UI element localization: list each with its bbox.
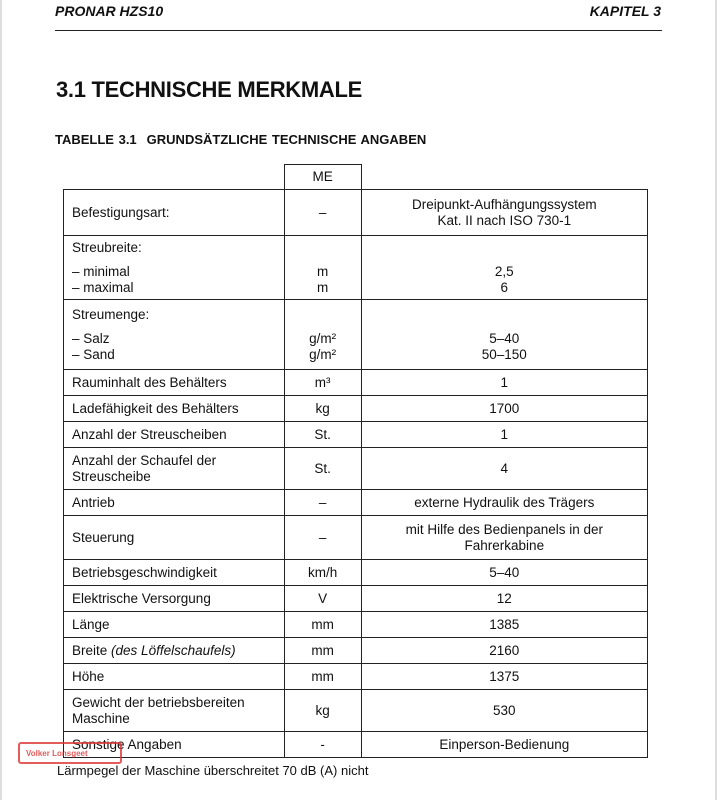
row-unit: St. — [284, 422, 361, 448]
value-line: 5–40 — [489, 330, 520, 346]
label-text: Maschine — [72, 710, 130, 726]
row-label: Ladefähigkeit des Behälters — [64, 396, 285, 422]
label-text: Streuscheibe — [72, 468, 151, 484]
row-label: Anzahl der Streuscheiben — [64, 422, 285, 448]
row-unit: – — [284, 490, 361, 516]
row-unit: kg — [284, 396, 361, 422]
row-label — [64, 236, 285, 300]
value-line: 50–150 — [481, 346, 527, 362]
row-unit: V — [284, 586, 361, 612]
row-value: externe Hydraulik des Trägers — [361, 490, 647, 516]
row-unit: mm — [284, 612, 361, 638]
header-empty-cell — [361, 165, 647, 190]
row-label — [64, 300, 285, 370]
table-row — [64, 612, 648, 638]
value-line: 6 — [500, 279, 509, 295]
row-label — [64, 690, 285, 732]
row-label — [64, 190, 285, 236]
row-unit: m³ — [284, 370, 361, 396]
table-row — [64, 664, 648, 690]
row-label: Rauminhalt des Behälters — [64, 370, 285, 396]
row-label: Steuerung — [64, 516, 285, 560]
unit-text: g/m² — [309, 346, 337, 362]
row-value: 1 — [361, 370, 647, 396]
label-text: Anzahl der Schaufel der — [72, 452, 217, 468]
table-caption: GRUNDSÄTZLICHE TECHNISCHE ANGABEN — [146, 132, 427, 147]
label-text: Gewicht der betriebsbereiten — [72, 694, 245, 710]
unit-header: ME — [284, 165, 361, 190]
label-text: – minimal — [72, 263, 130, 279]
header-rule — [55, 30, 662, 31]
header-left: PRONAR HZS10 — [55, 3, 164, 19]
label-text: – maximal — [72, 279, 134, 295]
value-line: 2,5 — [494, 263, 514, 279]
row-unit: kg — [284, 690, 361, 732]
row-value: 2160 — [361, 638, 647, 664]
unit-text: – — [318, 204, 327, 220]
table-row — [64, 190, 648, 236]
row-unit — [284, 300, 361, 370]
table-row — [64, 690, 648, 732]
row-label: Elektrische Versorgung — [64, 586, 285, 612]
table-row — [64, 638, 648, 664]
row-unit: km/h — [284, 560, 361, 586]
table-title — [55, 132, 426, 147]
table-row — [64, 236, 648, 300]
label-text: Streubreite: — [72, 239, 142, 255]
row-value — [361, 300, 647, 370]
row-value — [361, 516, 647, 560]
unit-text: g/m² — [309, 330, 337, 346]
row-unit — [284, 236, 361, 300]
table-row — [64, 586, 648, 612]
label-text: – Salz — [72, 330, 110, 346]
table-row — [64, 560, 648, 586]
row-label — [64, 638, 285, 664]
row-label: Länge — [64, 612, 285, 638]
row-value: 1385 — [361, 612, 647, 638]
table-row — [64, 490, 648, 516]
row-value: 1700 — [361, 396, 647, 422]
row-value: 530 — [361, 690, 647, 732]
value-line: Dreipunkt-Aufhängungssystem — [412, 196, 597, 212]
table-row — [64, 370, 648, 396]
label-text: Befestigungsart: — [72, 204, 170, 220]
row-label — [64, 448, 285, 490]
row-unit: St. — [284, 448, 361, 490]
row-value: 4 — [361, 448, 647, 490]
table-row — [64, 732, 648, 758]
label-text: Breite — [72, 642, 108, 658]
table-row — [64, 448, 648, 490]
row-label: Höhe — [64, 664, 285, 690]
row-unit: mm — [284, 664, 361, 690]
row-unit: mm — [284, 638, 361, 664]
row-value — [361, 236, 647, 300]
value-line: Kat. II nach ISO 730-1 — [437, 212, 572, 228]
page-edge-left — [0, 0, 2, 800]
table-header-row — [64, 165, 648, 190]
label-text: – Sand — [72, 346, 115, 362]
value-line: mit Hilfe des Bedienpanels in der — [405, 521, 603, 537]
label-text: Streumenge: — [72, 306, 150, 322]
row-value: 12 — [361, 586, 647, 612]
row-unit: – — [284, 516, 361, 560]
row-value: 1 — [361, 422, 647, 448]
row-value: Einperson-Bedienung — [361, 732, 647, 758]
watermark-stamp — [18, 742, 122, 764]
header-right: KAPITEL 3 — [589, 3, 661, 19]
stamp-text: Volker Lonsgeet — [26, 748, 88, 758]
row-label: Betriebsgeschwindigkeit — [64, 560, 285, 586]
row-label: Antrieb — [64, 490, 285, 516]
table-row — [64, 516, 648, 560]
header-empty-cell — [64, 165, 285, 190]
value-line: Fahrerkabine — [464, 537, 545, 553]
row-unit: - — [284, 732, 361, 758]
label-note: (des Löffelschaufels) — [111, 642, 236, 658]
row-value: 5–40 — [361, 560, 647, 586]
footnote: Lärmpegel der Maschine überschreitet 70 dB (A) nicht — [57, 763, 369, 778]
table-row — [64, 422, 648, 448]
row-label: Sonstige Angaben — [64, 732, 285, 758]
table-number: TABELLE 3.1 — [55, 132, 137, 147]
row-value: 1375 — [361, 664, 647, 690]
row-value — [361, 190, 647, 236]
unit-text: m — [317, 279, 329, 295]
table-row — [64, 300, 648, 370]
row-unit — [284, 190, 361, 236]
unit-text: m — [317, 263, 329, 279]
section-title: 3.1 TECHNISCHE MERKMALE — [56, 77, 363, 102]
spec-table — [63, 164, 648, 758]
table-row — [64, 396, 648, 422]
